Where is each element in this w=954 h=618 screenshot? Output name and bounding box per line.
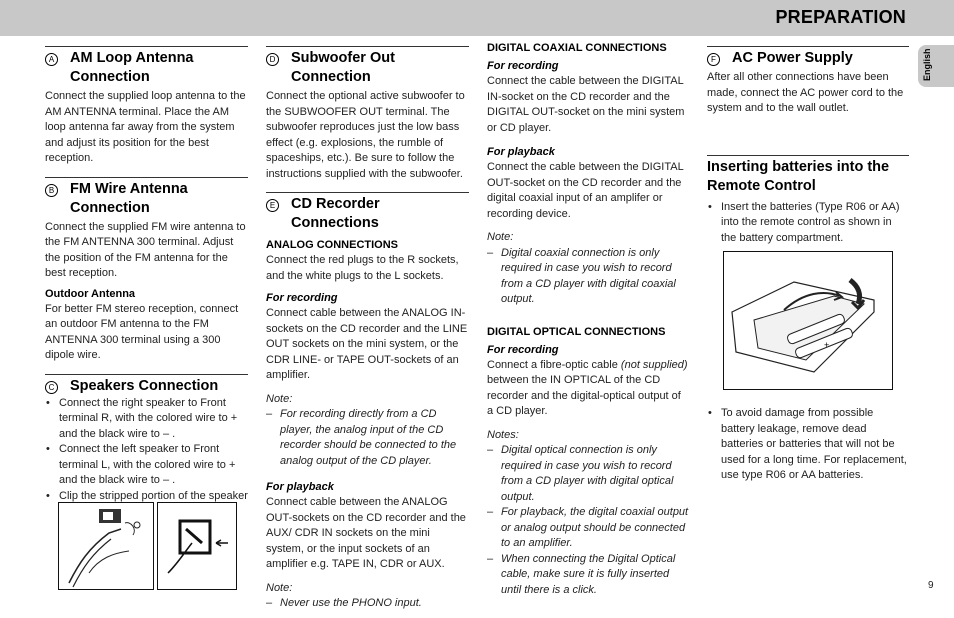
section-title-batteries: Inserting batteries into the Remote Control [707,158,890,194]
section-title-am: A AM Loop Antenna Connection [45,49,248,87]
page-title: PREPARATION [775,7,906,27]
terminal-icon [158,503,236,589]
hand-clip-icon [59,503,153,589]
phono-note-label: Note: [266,581,293,594]
analog-heading: ANALOG CONNECTIONS [266,239,398,251]
column-3 [487,42,690,598]
section-divider [707,46,909,47]
analog-recording-text: Connect cable between the ANALOG IN-sockets on the CD recorder and the LINE OUT sockets on the mini system, or the CDR LINE- or TAPE OUT-sockets of an amplifier. [266,307,468,381]
optical-note-2: – For playback, the digital coaxial output or analog output should be connected to an amplifier. [487,505,690,552]
outdoor-antenna-text: For better FM stereo reception, connect an outdoor FM antenna to the FM ANTENNA 300 terminal using a 300 dipole wire. [45,302,239,361]
column-1 [45,40,248,520]
optical-heading: DIGITAL OPTICAL CONNECTIONS [487,325,666,338]
letter-a-badge: A [45,53,58,66]
optical-notes-label: Notes: [487,428,519,441]
speaker-terminal-illustration [157,502,237,590]
section-divider [45,46,248,47]
analog-text: Connect the red plugs to the R sockets, and the white plugs to the L sockets. [266,254,459,282]
section-title-speakers: C Speakers Connection [45,377,248,396]
section-divider [45,374,248,375]
coaxial-note-label: Note: [487,231,514,243]
analog-recording-heading: For recording [266,292,338,304]
analog-playback-text: Connect cable between the ANALOG OUT-sockets on the CD recorder and the AUX/ CDR IN sockets on the mini system, or the input sockets of an amplifier e.g. TAPE IN, CDR or AUX. [266,496,466,570]
optical-recording-heading: For recording [487,343,559,356]
phono-note: – Never use the PHONO input. [266,596,469,612]
am-text: Connect the supplied loop antenna to the AM ANTENNA terminal. Place the AM loop antenna far away from the system and adjust its position for the best reception. [45,90,246,164]
analog-note: – For recording directly from a CD player, the analog input of the CD recorder should be connected to the analog output of the CD player. [266,407,469,469]
ac-power-text: After all other connections have been made, connect the AC power cord to the system and to the wall outlet. [707,71,904,114]
outdoor-antenna-heading: Outdoor Antenna [45,287,136,300]
letter-b-badge: B [45,184,58,197]
fm-text: Connect the supplied FM wire antenna to the FM ANTENNA 300 terminal. Adjust the position of the FM antenna for the best reception. [45,220,246,279]
optical-note-1: – Digital optical connection is only required in case you wish to record from a CD player with digital optical output. [487,443,690,505]
battery-bullet-1: • Insert the batteries (Type R06 or AA) into the remote control as shown in the battery compartment. [707,200,909,247]
speaker-bullet-3: • Clip the stripped portion of the speaker [45,489,248,520]
analog-note-label: Note: [266,392,293,405]
letter-f-badge: F [707,53,720,66]
analog-playback-heading: For playback [266,481,334,493]
section-divider [266,192,469,193]
section-title-subwoofer: D Subwoofer Out Connection [266,49,469,87]
subwoofer-text: Connect the optional active subwoofer to the SUBWOOFER OUT terminal. The subwoofer reproduces just the low bass effect (e.g. explosions, the rumble of spaceships, etc.). Be sure to follow the instructions supplied with the subwoofer. [266,90,465,180]
section-divider [707,155,909,156]
remote-battery-icon [724,252,892,389]
letter-c-badge: C [45,381,58,394]
speaker-wire-clip-illustration [58,502,154,590]
svg-text:+: + [824,340,830,350]
section-title-fm: B FM Wire Antenna Connection [45,180,248,218]
coaxial-heading: DIGITAL COAXIAL CONNECTIONS [487,42,667,54]
language-tab [918,45,954,87]
letter-e-badge: E [266,199,279,212]
column-2 [266,40,469,612]
speaker-bullet-1: • Connect the right speaker to Front terminal R, with the colored wire to + and the black wire to – . [45,396,248,443]
battery-compartment-illustration [723,251,893,390]
language-label: English [922,48,932,81]
coaxial-note: – Digital coaxial connection is only required in case you wish to record from a CD player with digital coaxial output. [487,246,690,308]
section-divider [45,177,248,178]
coaxial-recording-heading: For recording [487,60,559,72]
page-number: 9 [928,580,934,591]
coaxial-playback-heading: For playback [487,146,555,158]
optical-note-3: – When connecting the Digital Optical cable, make sure it is fully inserted until there is a click. [487,552,690,599]
letter-d-badge: D [266,53,279,66]
section-title-ac-power: F AC Power Supply [707,49,909,68]
battery-bullet-2: • To avoid damage from possible battery leakage, remove dead batteries or batteries that will not be used for a long time. For replacement, use type R06 or AA batteries. [707,406,909,484]
section-divider [266,46,469,47]
coaxial-playback-text: Connect the cable between the DIGITAL OUT-socket on the CD recorder and the digital coaxial input of an amplifer or recording device. [487,161,684,220]
header-bar [0,0,954,36]
coaxial-recording-text: Connect the cable between the DIGITAL IN-socket on the CD recorder and the DIGITAL OUT-socket on the mini system or CD player. [487,75,685,134]
section-title-cd-recorder: E CD Recorder Connections [266,195,469,233]
optical-recording-text: Connect a fibre-optic cable (not supplied) between the IN OPTICAL of the CD recorder and the digital-optical output of a CD player. [487,358,688,417]
speaker-bullet-2: • Connect the left speaker to Front terminal L, with the colored wire to + and the black wire to – . [45,442,248,489]
